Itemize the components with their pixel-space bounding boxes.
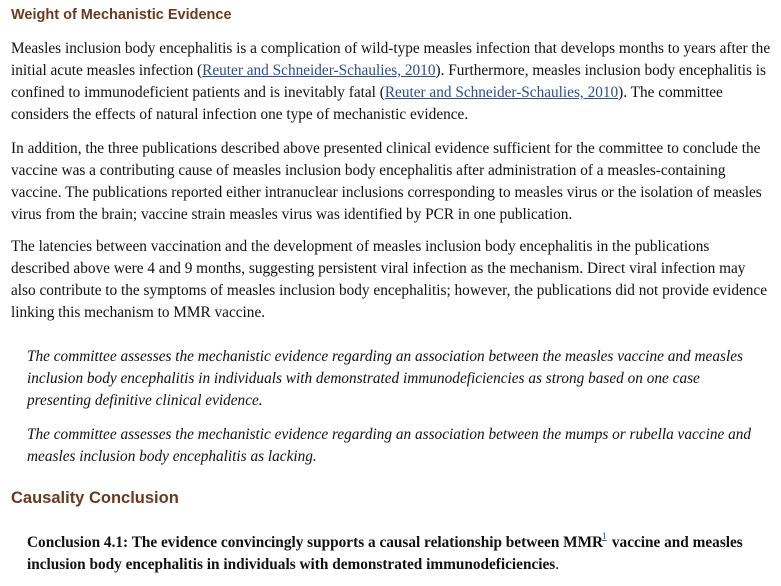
conclusion-text: Conclusion 4.1: The evidence convincingly supports a causal relationship between MMR xyxy=(27,534,604,551)
paragraph-natural-infection xyxy=(11,38,771,126)
assessment-measles-vaccine: The committee assesses the mechanistic evidence regarding an association between the measles vaccine and measles inclusion body encephalitis in individuals with demonstrated immunodeficiencies as strong based on one case presenting definitive clinical evidence. xyxy=(27,348,743,409)
paragraph-text: ). The committee considers the effects of natural infection one type of mechanistic evidence. xyxy=(11,84,723,123)
assessment-mumps-rubella-vaccine: The committee assesses the mechanistic evidence regarding an association between the mumps or rubella vaccine and measles inclusion body encephalitis as lacking. xyxy=(27,426,752,465)
weight-of-evidence-heading: Weight of Mechanistic Evidence xyxy=(11,7,232,23)
conclusion-period: . xyxy=(555,556,560,573)
causality-conclusion-heading: Causality Conclusion xyxy=(11,489,179,507)
paragraph-text: ). Furthermore, measles inclusion body encephalitis is confined to immunodeficient patients and is inevitably fatal ( xyxy=(11,62,766,101)
paragraph-latencies: The latencies between vaccination and the development of measles inclusion body encephalitis in the publications described above were 4 and 9 months, suggesting persistent viral infection as the mechanism. Direct viral infection may also contribute to the symptoms of measles inclusion body encephalitis; however, the publications did not provide evidence linking this mechanism to MMR vaccine. xyxy=(11,238,767,321)
paragraph-text: Measles inclusion body encephalitis is a complication of wild-type measles infection that develops months to years after the initial acute measles infection ( xyxy=(11,40,771,79)
footnote-link[interactable]: 1 xyxy=(602,531,607,541)
paragraph-clinical-evidence: In addition, the three publications described above presented clinical evidence sufficient for the committee to conclude the vaccine was a contributing cause of measles inclusion body encephalitis after administration of a measles-containing vaccine. The publications reported either intranuclear inclusions corresponding to measles virus or the isolation of measles virus from the brain; vaccine strain measles virus was identified by PCR in one publication. xyxy=(11,140,762,223)
citation-link-reuter-2010[interactable]: Reuter and Schneider-Schaulies, 2010 xyxy=(202,62,436,79)
conclusion-4-1 xyxy=(27,532,767,576)
conclusion-text: vaccine and measles inclusion body encephalitis in individuals with demonstrated immunodeficiencies xyxy=(27,534,743,573)
citation-link-reuter-2010[interactable]: Reuter and Schneider-Schaulies, 2010 xyxy=(384,84,619,101)
